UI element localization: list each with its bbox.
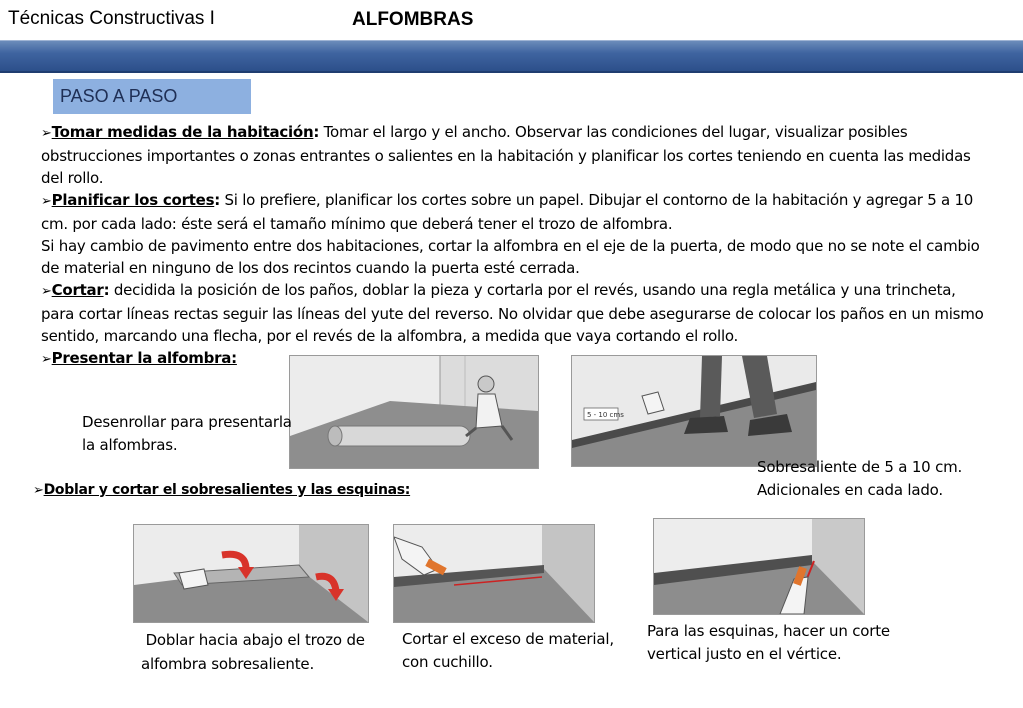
overhang-illustration — [571, 355, 817, 467]
course-title: Técnicas Constructivas I — [8, 8, 215, 29]
step-present-label: Presentar la alfombra: — [51, 349, 237, 367]
step-plan-label: Planificar los cortes — [51, 191, 215, 209]
caption-cut — [402, 628, 614, 674]
fold-down-illustration — [133, 524, 369, 623]
step-cut-text: decidida la posición de los paños, doblar la pieza y cortarla por el revés, usando una regla metálica y una trincheta, para cortar líneas rectas seguir las líneas del yute del reverso. No olvidar que debe asegurarse de colocar los paños en un mismo sentido, marcando una flecha, por el revés de la alfombra, a medida que vaya cortando el rollo. — [41, 281, 984, 345]
caption-fold-line-1: Doblar hacia abajo el trozo de — [141, 631, 365, 649]
corner-cut-illustration — [653, 518, 865, 615]
caption-cut-line-2: con cuchillo. — [402, 653, 493, 671]
section-fold-cut — [33, 482, 410, 498]
step-cut-label: Cortar — [51, 281, 104, 299]
bullet-arrow-icon: ➢ — [41, 284, 52, 299]
overhang-tag: 5 - 10 cms — [587, 411, 624, 419]
caption-fold — [141, 628, 365, 676]
caption-corner-line-1: Para las esquinas, hacer un corte — [647, 622, 890, 640]
slide-title: ALFOMBRAS — [352, 9, 474, 30]
step-box-label: PASO A PASO — [60, 86, 178, 106]
step-plan — [41, 189, 986, 235]
bullet-arrow-icon: ➢ — [41, 194, 52, 209]
section-fold-cut-label: Doblar y cortar el sobresalientes y las esquinas: — [43, 482, 411, 498]
caption-overhang — [757, 456, 962, 502]
step-cut — [41, 279, 986, 347]
header-bar — [0, 40, 1023, 73]
caption-corner — [647, 620, 890, 666]
instructions-text — [41, 121, 986, 371]
step-plan-colon: : — [214, 191, 220, 209]
unroll-carpet-illustration — [289, 355, 539, 469]
caption-unroll — [82, 411, 292, 457]
step-cut-colon: : — [103, 281, 110, 299]
caption-unroll-line-2: la alfombras. — [82, 436, 178, 454]
bullet-arrow-icon: ➢ — [41, 352, 52, 367]
caption-corner-line-2: vertical justo en el vértice. — [647, 645, 842, 663]
step-plan-text: Si lo prefiere, planificar los cortes sobre un papel. Dibujar el contorno de la habitación y agregar 5 a 10 cm. por cada lado: éste será el tamaño mínimo que deberá tener el trozo de alfombra. — [41, 191, 974, 233]
step-measure-label: Tomar medidas de la habitación — [51, 123, 314, 141]
caption-overhang-line-2: Adicionales en cada lado. — [757, 481, 943, 499]
caption-cut-line-1: Cortar el exceso de material, — [402, 630, 614, 648]
bullet-arrow-icon: ➢ — [33, 483, 44, 498]
step-box — [53, 79, 251, 114]
step-measure-colon: : — [313, 123, 320, 141]
cut-excess-illustration — [393, 524, 595, 623]
bullet-arrow-icon: ➢ — [41, 126, 52, 141]
caption-fold-line-2: alfombra sobresaliente. — [141, 655, 315, 673]
caption-unroll-line-1: Desenrollar para presentarla — [82, 413, 292, 431]
step-plan-extra: Si hay cambio de pavimento entre dos habitaciones, cortar la alfombra en el eje de la puerta, de modo que no se note el cambio de material en ninguno de los dos recintos cuando la puerta esté cerrada. — [41, 237, 980, 277]
step-measure — [41, 121, 986, 189]
step-measure-text: Tomar el largo y el ancho. Observar las condiciones del lugar, visualizar posibles obstrucciones importantes o zonas entrantes o salientes en la habitación y planificar los cortes teniendo en cuenta las medidas del rollo. — [41, 123, 971, 187]
caption-overhang-line-1: Sobresaliente de 5 a 10 cm. — [757, 458, 963, 476]
